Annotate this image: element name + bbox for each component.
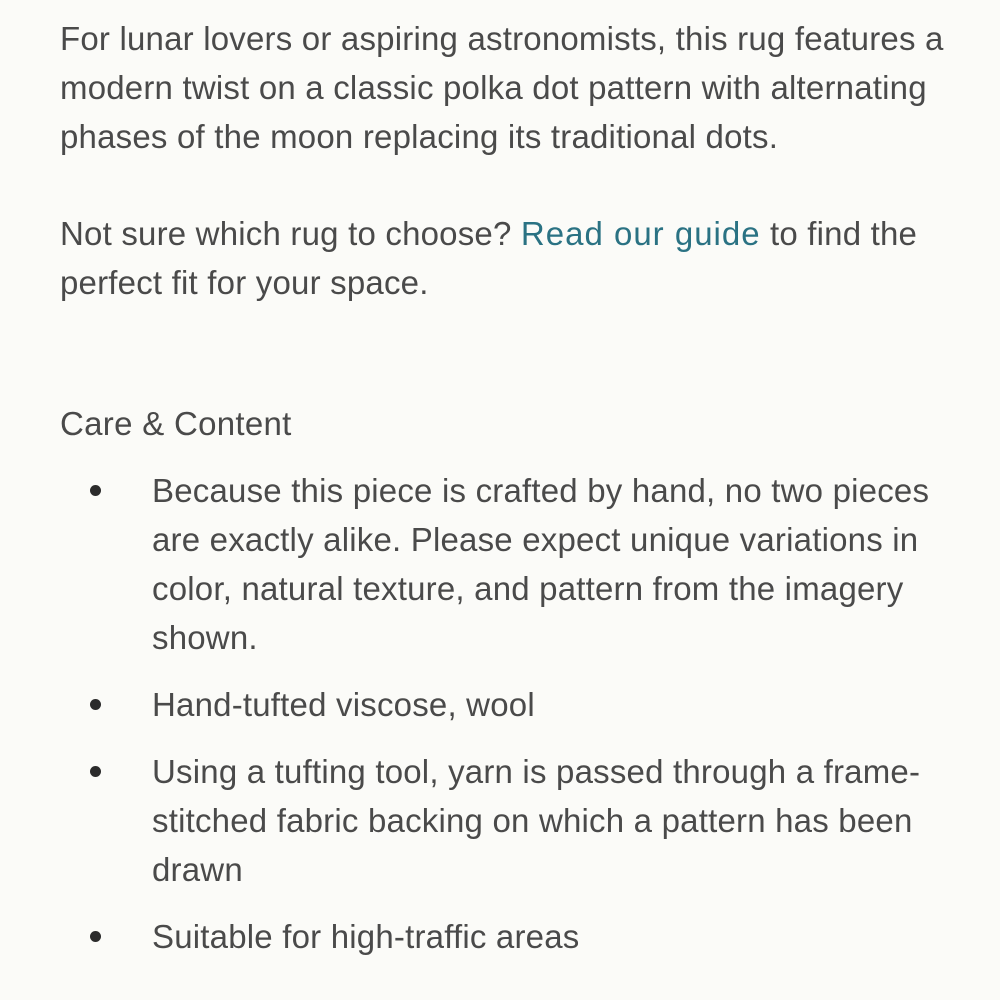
guide-suffix-text: to find the perfect fit for your space. [60, 215, 918, 301]
bullet-icon [90, 699, 101, 710]
list-item-text: Using a tufting tool, yarn is passed through a frame-stitched fabric backing on which a pattern has been drawn [152, 753, 921, 888]
list-item-text: Because this piece is crafted by hand, no two pieces are exactly alike. Please expect unique variations in color, natural texture, and pattern from the imagery shown. [152, 472, 930, 656]
list-item [60, 747, 960, 894]
list-item [60, 466, 960, 662]
care-content-list [60, 466, 960, 961]
care-content-heading: Care & Content [60, 405, 292, 442]
intro-paragraph: For lunar lovers or aspiring astronomists, this rug features a modern twist on a classic polka dot pattern with alternating phases of the moon replacing its traditional dots. [60, 20, 944, 155]
guide-prefix-text: Not sure which rug to choose? [60, 215, 521, 252]
bullet-icon [90, 931, 101, 942]
list-item-text: Hand-tufted viscose, wool [152, 686, 535, 723]
bullet-icon [90, 766, 101, 777]
product-description [60, 14, 960, 979]
list-item [60, 912, 960, 961]
bullet-icon [90, 485, 101, 496]
read-guide-link[interactable]: Read our guide [520, 215, 761, 252]
list-item-text: Suitable for high-traffic areas [152, 918, 580, 955]
list-item [60, 680, 960, 729]
guide-paragraph [60, 209, 960, 307]
